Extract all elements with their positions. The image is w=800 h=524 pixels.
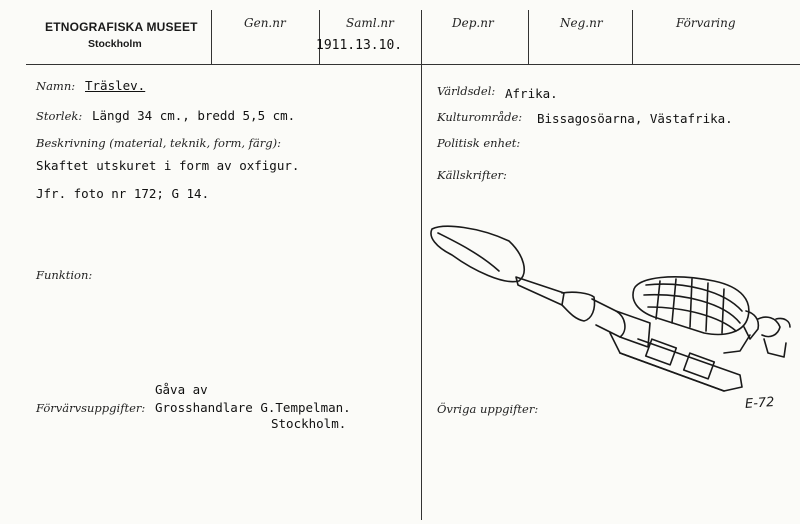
other-label: Övriga uppgifter: [437, 402, 539, 416]
saml-nr-header: Saml.nr [346, 16, 394, 30]
forvaring-header: Förvaring [676, 16, 736, 30]
museum-name: ETNOGRAFISKA MUSEET [45, 20, 198, 34]
name-value: Träslev. [85, 78, 146, 93]
saml-nr-value: 1911.13.10. [316, 38, 403, 53]
name-label: Namn: [36, 79, 76, 93]
gen-nr-header: Gen.nr [244, 16, 286, 30]
description-line-2: Jfr. foto nr 172; G 14. [36, 186, 210, 201]
header-divider [319, 10, 320, 64]
size-label: Storlek: [36, 109, 83, 123]
culture-label: Kulturområde: [437, 110, 523, 124]
header-bottom-rule [26, 64, 800, 65]
description-line-1: Skaftet utskuret i form av oxfigur. [36, 158, 300, 173]
object-sketch [424, 215, 800, 405]
center-divider [421, 64, 422, 520]
museum-city: Stockholm [88, 38, 142, 50]
culture-value: Bissagosöarna, Västafrika. [537, 111, 733, 126]
acquisition-line-3: Stockholm. [271, 416, 347, 431]
header-divider [211, 10, 212, 64]
dep-nr-header: Dep.nr [452, 16, 494, 30]
function-label: Funktion: [36, 268, 93, 282]
header-divider [528, 10, 529, 64]
sources-label: Källskrifter: [437, 168, 507, 182]
size-value: Längd 34 cm., bredd 5,5 cm. [92, 108, 296, 123]
header-divider [632, 10, 633, 64]
continent-value: Afrika. [505, 86, 558, 101]
continent-label: Världsdel: [437, 84, 496, 98]
sketch-annotation: E-72 [744, 394, 775, 413]
neg-nr-header: Neg.nr [560, 16, 603, 30]
acquisition-line-1: Gåva av [155, 382, 208, 397]
political-label: Politisk enhet: [437, 136, 521, 150]
acquisition-label: Förvärvsuppgifter: [36, 401, 146, 415]
description-label: Beskrivning (material, teknik, form, färg): [36, 136, 281, 150]
acquisition-line-2: Grosshandlare G.Tempelman. [155, 400, 351, 415]
header-divider [421, 10, 422, 64]
